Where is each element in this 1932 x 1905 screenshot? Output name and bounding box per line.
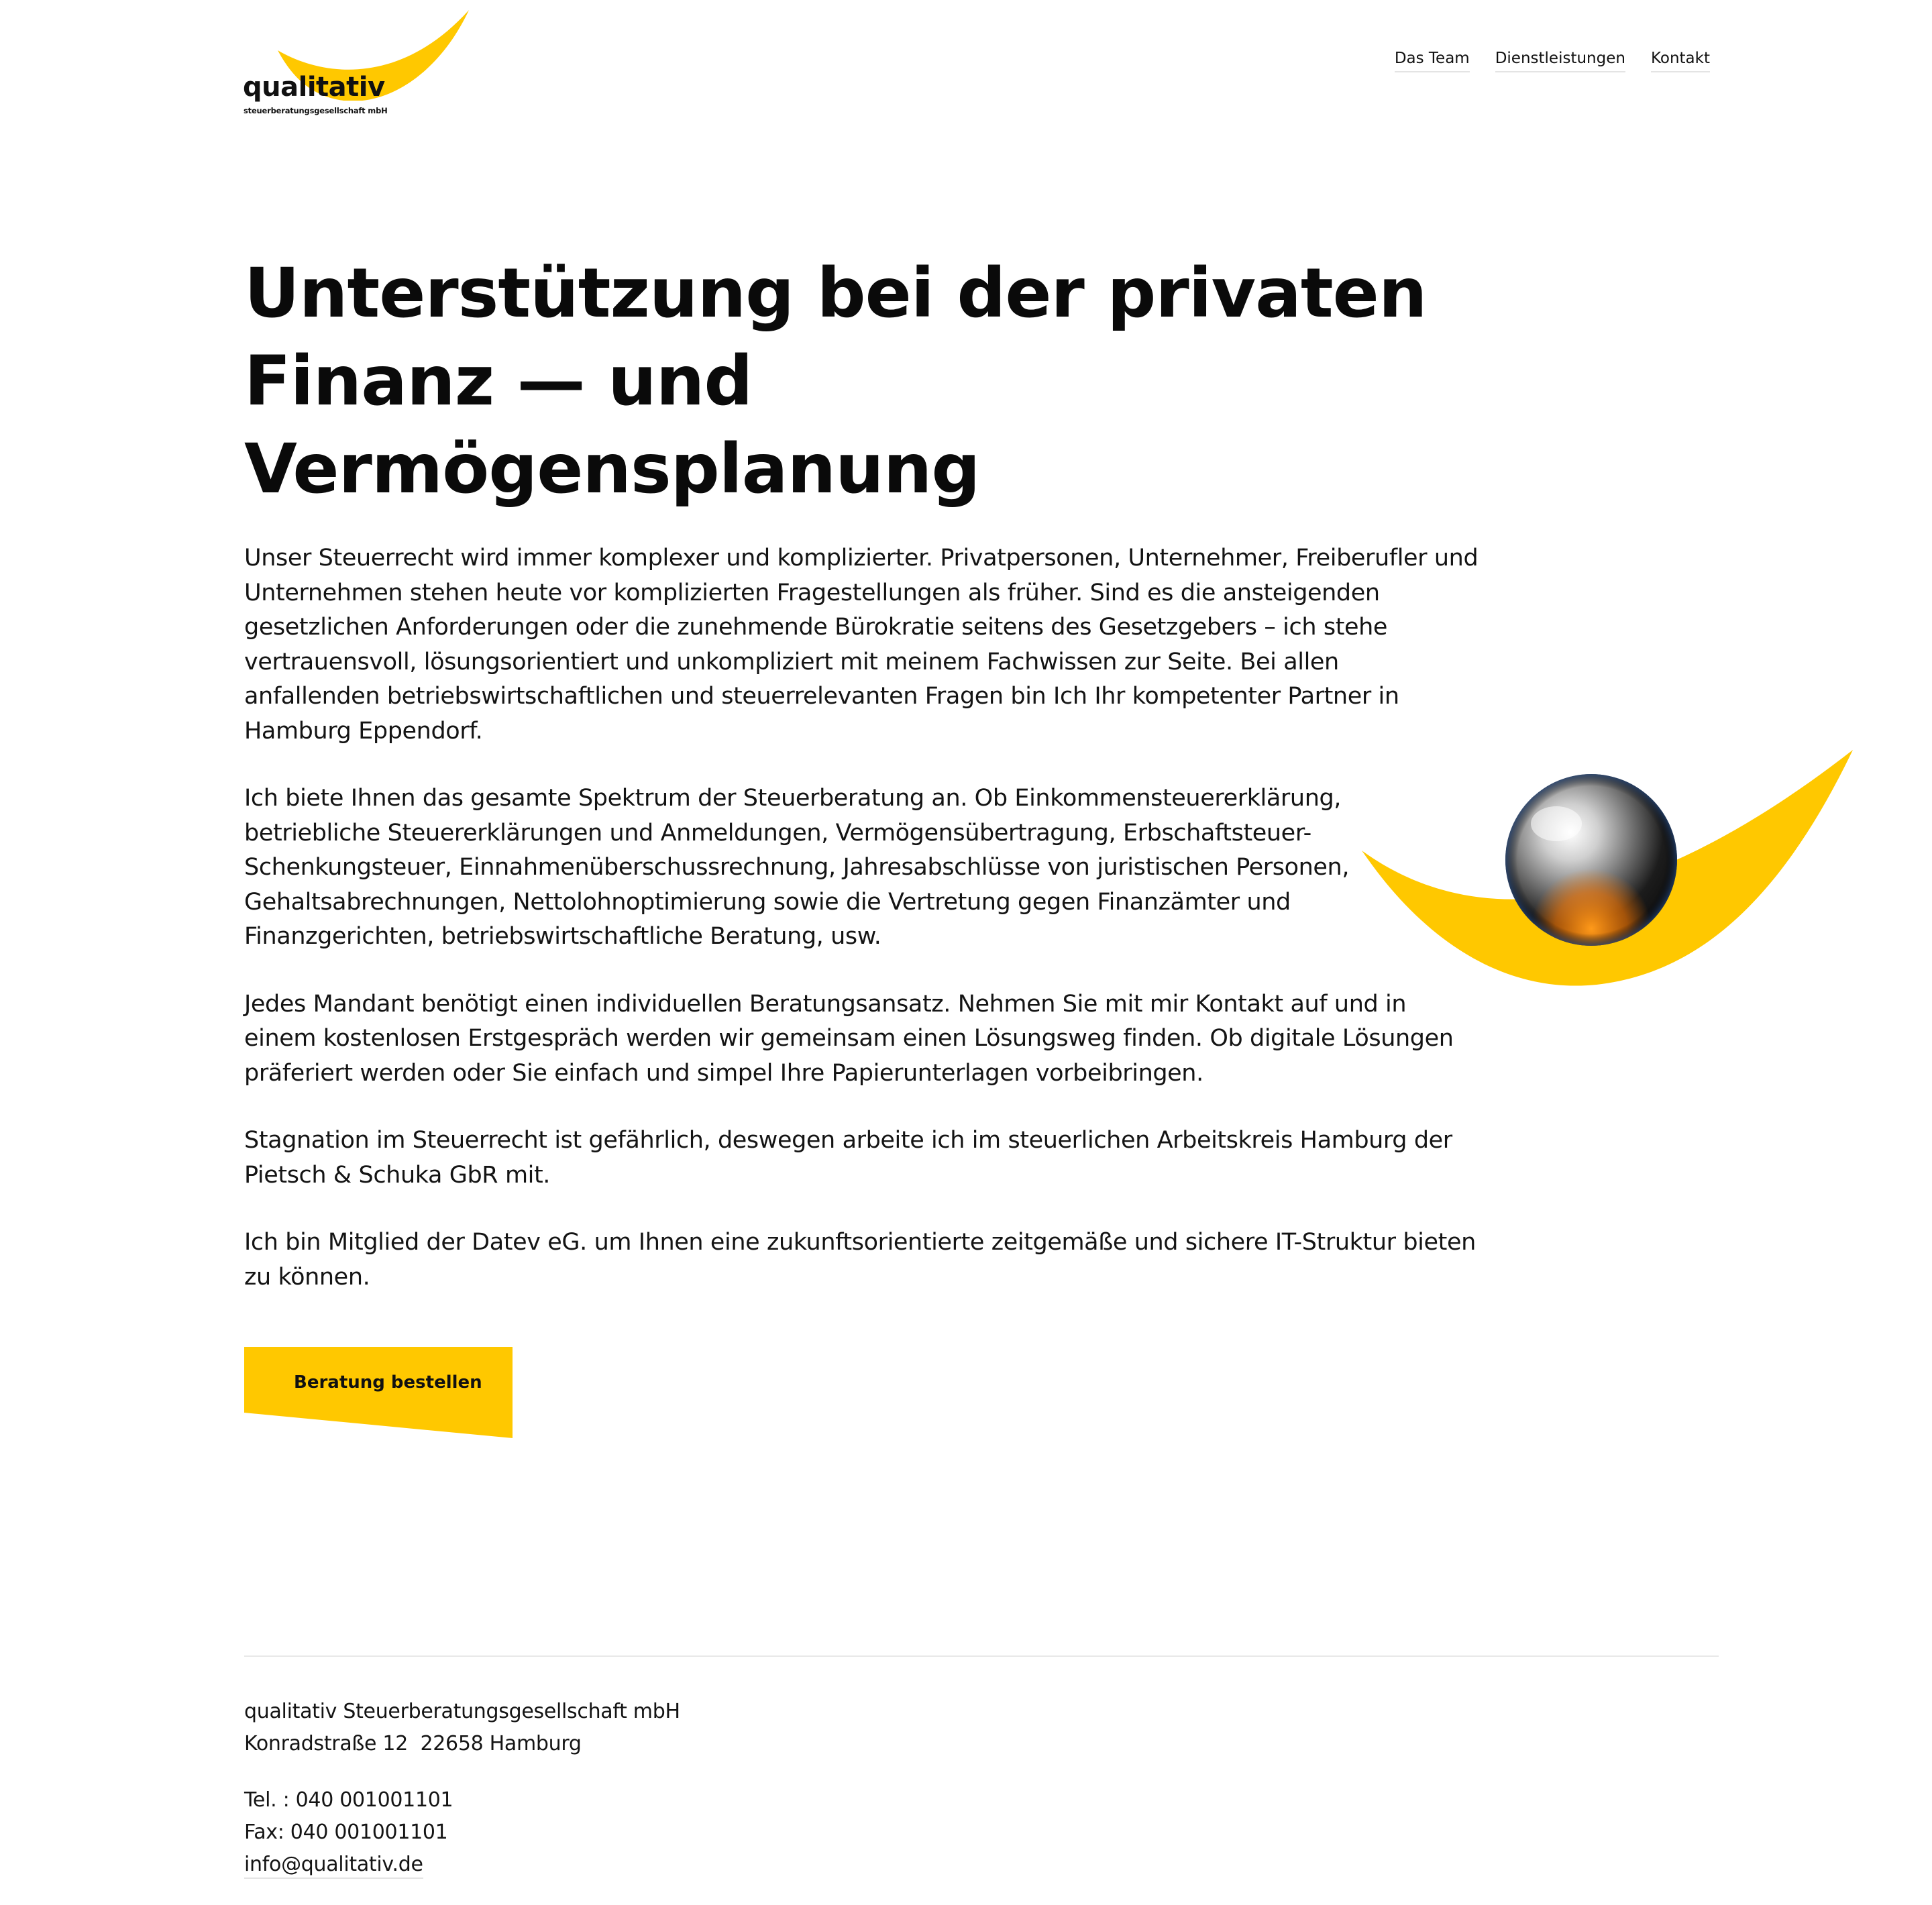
intro-text <box>244 541 1479 1295</box>
nav-link-contact[interactable]: Kontakt <box>1651 50 1710 72</box>
footer-divider <box>244 1655 1719 1657</box>
page-title-line: Unterstützung bei der privaten <box>244 254 1427 333</box>
footer <box>244 1696 680 1905</box>
page-title-line: Vermögensplanung <box>244 429 980 509</box>
consultation-button-label: Beratung bestellen <box>294 1372 482 1393</box>
consultation-button[interactable] <box>244 1347 513 1438</box>
intro-paragraph: Jedes Mandant benötigt einen individuellen Beratungsansatz. Nehmen Sie mit mir Kontakt auf und in einem kostenlosen Erstgespräch werden wir gemeinsam einen Lösungsweg finden. Ob digitale Lösungen präferiert werden oder Sie einfach und simpel Ihre Papierunterlagen vorbeibringen. <box>244 990 1454 1087</box>
intro-paragraph: Ich bin Mitglied der Datev eG. um Ihnen eine zukunftsorientierte zeitgemäße und sichere IT-Struktur bieten zu können. <box>244 1229 1476 1291</box>
intro-paragraph: Ich biete Ihnen das gesamte Spektrum der Steuerberatung an. Ob Einkommensteuererklärung, betriebliche Steuererklärungen und Anmeldungen, Vermögensübertragung, Erbschaftsteuer-Schenkungsteuer, Einnahmenüberschussrechnung, Jahresabschlüsse von juristischen Personen, Gehaltsabrechnungen, Nettolohnoptimierung sowie die Vertretung gegen Finanzämter und Finanzgerichten, betriebswirtschaftliche Beratung, usw. <box>244 785 1350 950</box>
intro-paragraph: Stagnation im Steuerrecht ist gefährlich, deswegen arbeite ich im steuerlichen Arbeitskreis Hamburg der Pietsch & Schuka GbR mit. <box>244 1127 1452 1189</box>
footer-contact-block <box>244 1784 680 1881</box>
intro-paragraph: Unser Steuerrecht wird immer komplexer und komplizierter. Privatpersonen, Unternehmer, Freiberufler und Unternehmen stehen heute vor komplizierten Fragestellungen als früher. Sind es die ansteigenden gesetzlichen Anforderungen oder die zunehmende Bürokratie seitens des Gesetzgebers – ich stehe vertrauensvoll, lösungsorientiert und unkompliziert mit meinem Fachwissen zur Seite. Bei allen anfallenden betriebswirtschaftlichen und steuerrelevanten Fragen bin Ich Ihr kompetenter Partner in Hamburg Eppendorf. <box>244 545 1479 745</box>
main-navigation <box>1395 50 1710 72</box>
nav-link-services[interactable]: Dienstleistungen <box>1495 50 1625 72</box>
hero-sphere-swoosh-illustration <box>1355 745 1865 999</box>
company-logo[interactable] <box>243 7 471 124</box>
footer-address: Konradstraße 12 22658 Hamburg <box>244 1732 582 1755</box>
footer-email-link[interactable]: info@qualitativ.de <box>244 1853 423 1879</box>
cta-shape-icon <box>244 1347 513 1438</box>
footer-fax: Fax: 040 001001101 <box>244 1820 448 1844</box>
footer-address-block <box>244 1696 680 1760</box>
footer-email-line <box>244 1849 680 1881</box>
logo-tagline: steuerberatungsgesellschaft mbH <box>244 106 388 115</box>
footer-phone: Tel. : 040 001001101 <box>244 1788 453 1812</box>
footer-company-name: qualitativ Steuerberatungsgesellschaft mbH <box>244 1700 680 1723</box>
nav-link-team[interactable]: Das Team <box>1395 50 1470 72</box>
logo-wordmark: qualitativ <box>243 72 385 103</box>
page-title <box>244 250 1465 513</box>
main-content <box>244 250 1479 1327</box>
page-title-line: Finanz — und <box>244 341 753 421</box>
